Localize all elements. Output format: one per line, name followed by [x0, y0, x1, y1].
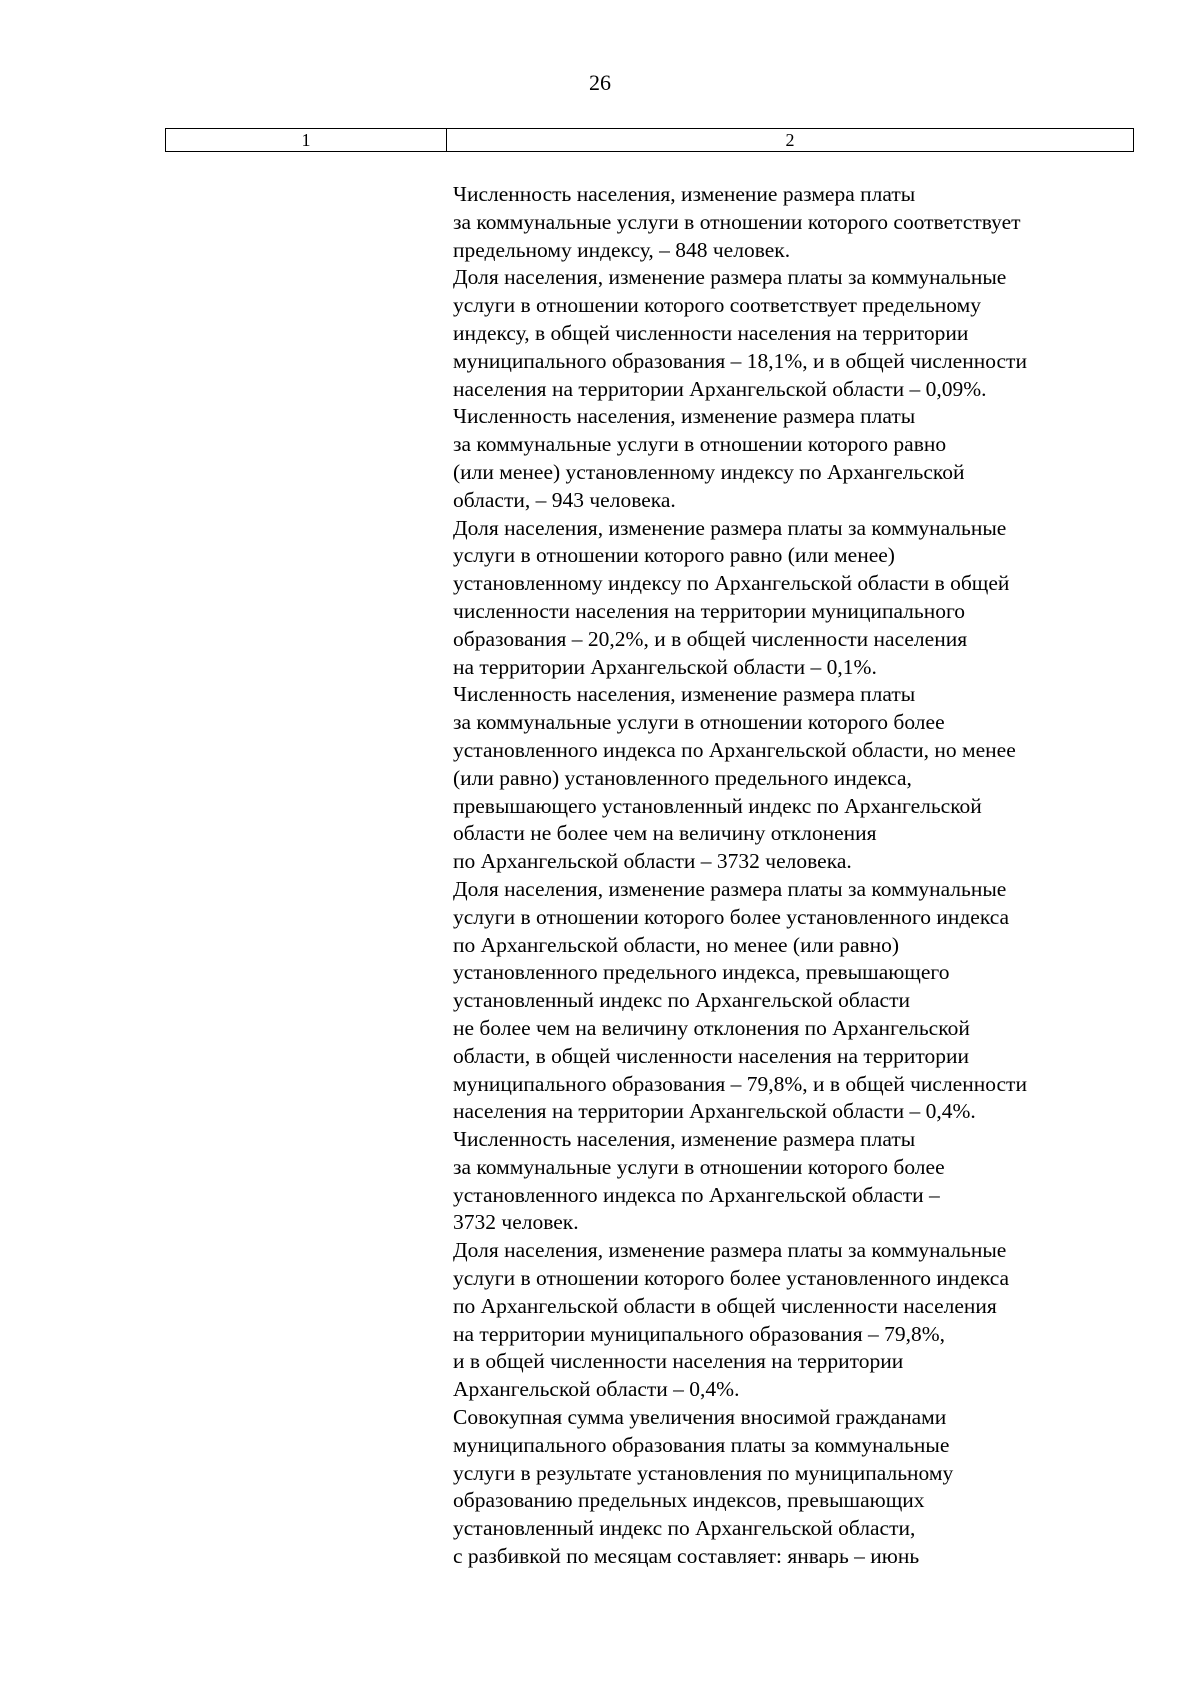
text-line: Доля населения, изменение размера платы за коммунальные: [453, 1238, 1007, 1263]
text-line: по Архангельской области, но менее (или равно): [453, 932, 900, 957]
text-line: не более чем на величину отклонения по Архангельской: [453, 1015, 970, 1040]
text-line: (или менее) установленному индексу по Архангельской: [453, 459, 965, 484]
text-line: услуги в отношении которого более установленного индекса: [453, 904, 1010, 929]
text-line: на территории Архангельской области – 0,1%.: [453, 654, 877, 679]
text-line: Численность населения, изменение размера платы: [453, 682, 916, 707]
text-line: и в общей численности населения на территории: [453, 1349, 904, 1374]
text-line: услуги в отношении которого соответствует предельному: [453, 293, 981, 318]
text-line: муниципального образования платы за коммунальные: [453, 1432, 950, 1457]
text-line: за коммунальные услуги в отношении которого более: [453, 1154, 945, 1179]
text-line: услуги в отношении которого более установленного индекса: [453, 1266, 1010, 1291]
column-header-row: [166, 129, 1134, 152]
text-line: установленный индекс по Архангельской области: [453, 988, 910, 1013]
text-line: Доля населения, изменение размера платы за коммунальные: [453, 515, 1007, 540]
document-body-text: [453, 181, 1173, 1571]
text-line: за коммунальные услуги в отношении которого соответствует: [453, 209, 1021, 234]
text-line: с разбивкой по месяцам составляет: январь – июнь: [453, 1544, 920, 1569]
text-line: населения на территории Архангельской области – 0,09%.: [453, 376, 987, 401]
text-line: области, – 943 человека.: [453, 487, 676, 512]
text-line: по Архангельской области в общей численности населения: [453, 1293, 997, 1318]
text-line: численности населения на территории муниципального: [453, 598, 966, 623]
text-line: Доля населения, изменение размера платы за коммунальные: [453, 876, 1007, 901]
column-header-2: 2: [447, 129, 1134, 152]
text-line: муниципального образования – 18,1%, и в общей численности: [453, 348, 1027, 373]
text-line: установленного индекса по Архангельской области, но менее: [453, 737, 1016, 762]
text-line: на территории муниципального образования – 79,8%,: [453, 1321, 946, 1346]
text-line: установленный индекс по Архангельской области,: [453, 1516, 916, 1541]
text-line: Численность населения, изменение размера платы: [453, 404, 916, 429]
column-header-table: [165, 128, 1134, 152]
text-line: установленного индекса по Архангельской области –: [453, 1182, 940, 1207]
text-line: установленному индексу по Архангельской области в общей: [453, 571, 1010, 596]
text-line: индексу, в общей численности населения на территории: [453, 320, 969, 345]
text-line: установленного предельного индекса, превышающего: [453, 960, 950, 985]
text-line: Доля населения, изменение размера платы за коммунальные: [453, 265, 1007, 290]
text-line: образованию предельных индексов, превышающих: [453, 1488, 925, 1513]
text-line: за коммунальные услуги в отношении которого равно: [453, 432, 947, 457]
text-line: за коммунальные услуги в отношении которого более: [453, 710, 945, 735]
text-line: превышающего установленный индекс по Архангельской: [453, 793, 982, 818]
text-line: муниципального образования – 79,8%, и в общей численности: [453, 1071, 1027, 1096]
text-line: населения на территории Архангельской области – 0,4%.: [453, 1099, 976, 1124]
text-line: Численность населения, изменение размера платы: [453, 1127, 916, 1152]
text-line: услуги в отношении которого равно (или менее): [453, 543, 895, 568]
text-line: области, в общей численности населения на территории: [453, 1043, 969, 1068]
text-line: 3732 человек.: [453, 1210, 579, 1235]
text-line: Численность населения, изменение размера платы: [453, 182, 916, 206]
text-line: Совокупная сумма увеличения вносимой гражданами: [453, 1405, 947, 1430]
page-number: 26: [589, 70, 611, 95]
text-line: Архангельской области – 0,4%.: [453, 1377, 740, 1402]
text-line: услуги в результате установления по муниципальному: [453, 1460, 954, 1485]
text-line: области не более чем на величину отклонения: [453, 821, 877, 846]
text-line: предельному индексу, – 848 человек.: [453, 237, 791, 262]
column-header-1: 1: [166, 129, 447, 152]
text-line: (или равно) установленного предельного индекса,: [453, 765, 912, 790]
text-line: образования – 20,2%, и в общей численности населения: [453, 626, 968, 651]
text-line: по Архангельской области – 3732 человека.: [453, 849, 852, 874]
